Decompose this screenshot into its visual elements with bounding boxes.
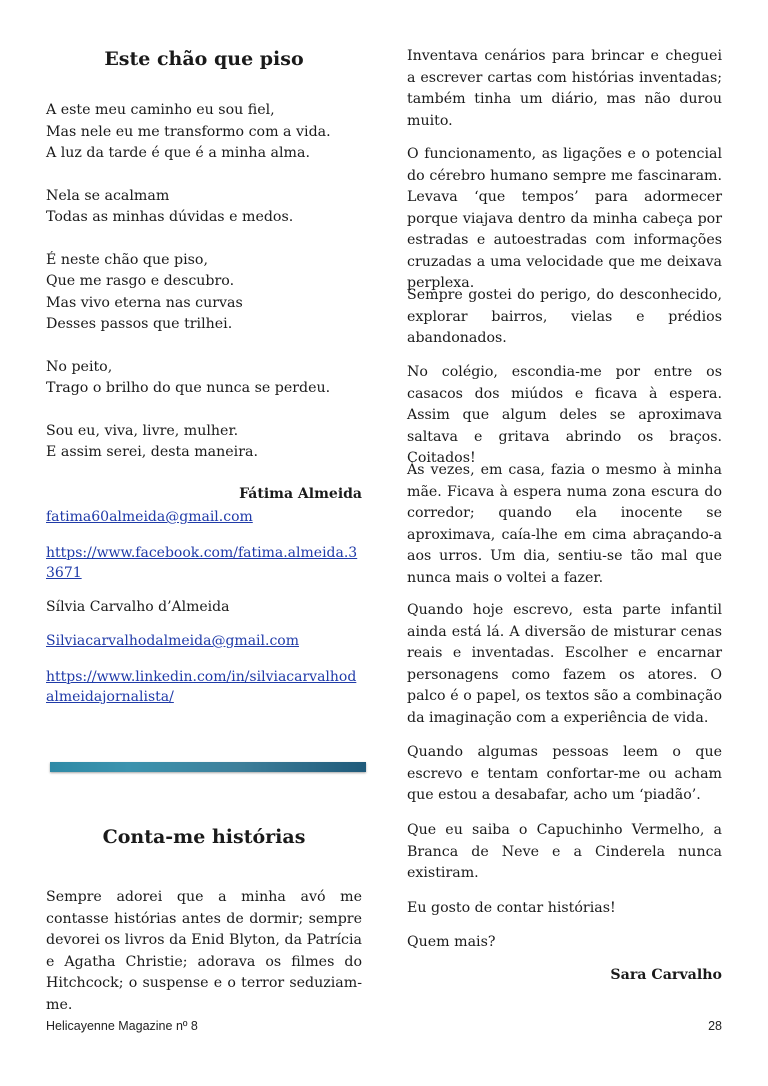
story-paragraph: Quem mais? xyxy=(407,934,496,950)
poem-stanza xyxy=(46,100,362,165)
poem-body xyxy=(46,100,362,485)
poem-title: Este chão que piso xyxy=(104,48,304,70)
author-email-link[interactable]: fatima60almeida@gmail.com xyxy=(46,509,253,525)
story-author: Sara Carvalho xyxy=(610,967,722,983)
poem-stanza xyxy=(46,421,362,464)
section-divider xyxy=(50,762,366,772)
story-paragraph: No colégio, escondia-me por entre os casacos dos miúdos e ficava à espera. Assim que algum deles se aproximava saltava e gritava abrindo os braços. Coitados! xyxy=(407,364,722,466)
story-paragraph: O funcionamento, as ligações e o potencial do cérebro humano sempre me fascinaram. Levava ‘que tempos’ para adormecer porque viajava dentro da minha cabeça por estradas e autoestradas com informações cruzadas a uma velocidade que me deixava perplexa. xyxy=(407,146,722,291)
poem-line: No peito, xyxy=(46,358,113,375)
second-author: Sílvia Carvalho d’Almeida xyxy=(46,599,230,615)
poem-stanza xyxy=(46,357,362,400)
story-paragraph: Quando algumas pessoas leem o que escrevo e tentam confortar-me ou acham que estou a desabafar, acho um ‘piadão’. xyxy=(407,744,722,803)
story-title: Conta-me histórias xyxy=(102,826,306,848)
footer-page-number: 28 xyxy=(708,1019,722,1033)
poem-line: É neste chão que piso, xyxy=(46,251,208,268)
story-paragraph: Eu gosto de contar histórias! xyxy=(407,900,616,916)
poem-line: Desses passos que trilhei. xyxy=(46,316,233,332)
poem-line: Que me rasgo e descubro. xyxy=(46,273,235,289)
poem-stanza xyxy=(46,250,362,336)
story-paragraph: Quando hoje escrevo, esta parte infantil ainda está lá. A diversão de misturar cenas reais e inventadas. Escolher e encarnar personagens como fazem os atores. O palco é o papel, os textos são a combinação da imaginação com a experiência de vida. xyxy=(407,602,722,726)
story-paragraph: Inventava cenários para brincar e cheguei a escrever cartas com histórias inventadas; também tinha um diário, mas não durou muito. xyxy=(407,48,722,129)
poem-author: Fátima Almeida xyxy=(239,486,362,502)
story-paragraph: Que eu saiba o Capuchinho Vermelho, a Branca de Neve e a Cinderela nunca existiram. xyxy=(407,822,722,881)
story-paragraph: Às vezes, em casa, fazia o mesmo à minha mãe. Ficava à espera numa zona escura do corredor; quando ela inocente se aproximava, caía-lhe em cima abraçando-a aos urros. Um dia, sentiu-se tão mal que nunca mais o voltei a fazer. xyxy=(407,462,722,586)
linkedin-link[interactable]: https://www.linkedin.com/in/silviacarvalhodalmeidajornalista/ xyxy=(46,669,357,705)
poem-line: Nela se acalmam xyxy=(46,187,170,204)
poem-line: A este meu caminho eu sou fiel, xyxy=(46,102,275,118)
facebook-link[interactable]: https://www.facebook.com/fatima.almeida.33671 xyxy=(46,545,358,581)
poem-line: Trago o brilho do que nunca se perdeu. xyxy=(46,380,331,396)
story-paragraph: Sempre gostei do perigo, do desconhecido, explorar bairros, vielas e prédios abandonados. xyxy=(407,287,722,346)
second-author-email-link[interactable]: Silviacarvalhodalmeida@gmail.com xyxy=(46,633,300,649)
poem-line: E assim serei, desta maneira. xyxy=(46,444,258,460)
poem-line: Sou eu, viva, livre, mulher. xyxy=(46,422,239,439)
poem-line: Todas as minhas dúvidas e medos. xyxy=(46,209,294,225)
poem-line: Mas vivo eterna nas curvas xyxy=(46,294,243,311)
poem-stanza xyxy=(46,186,362,229)
footer-magazine: Helicayenne Magazine nº 8 xyxy=(46,1019,198,1033)
story-intro: Sempre adorei que a minha avó me contasse histórias antes de dormir; sempre devorei os livros da Enid Blyton, da Patrícia e Agatha Christie; adorava os filmes do Hitchcock; o suspense e o terror seduziam-me. xyxy=(46,889,362,1013)
poem-line: Mas nele eu me transformo com a vida. xyxy=(46,123,331,140)
poem-line: A luz da tarde é que é a minha alma. xyxy=(46,145,310,161)
